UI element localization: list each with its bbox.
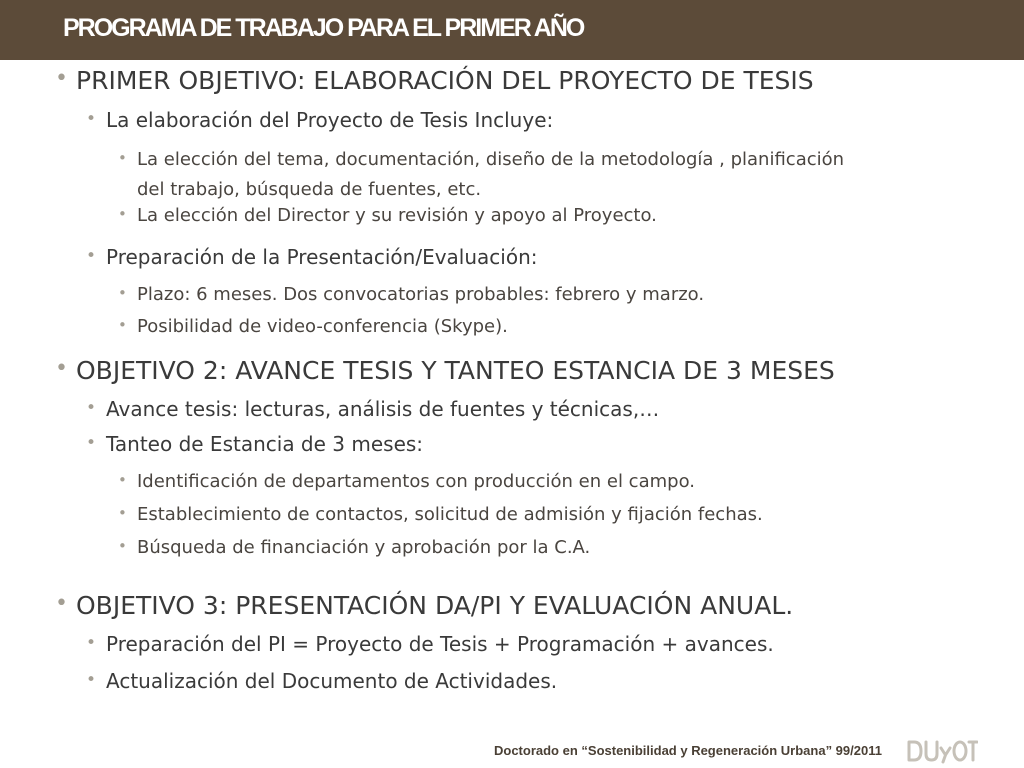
footer-caption: Doctorado en “Sostenibilidad y Regeneración Urbana” 99/2011 bbox=[494, 743, 882, 758]
item-text: Preparación de la Presentación/Evaluación: bbox=[106, 245, 538, 269]
objective-3-heading bbox=[55, 591, 794, 620]
bullet-icon: • bbox=[55, 66, 68, 91]
objective-2-heading bbox=[55, 356, 835, 385]
bullet-icon: • bbox=[118, 316, 127, 334]
bullet-icon: • bbox=[86, 398, 97, 418]
bullet-icon: • bbox=[86, 109, 97, 129]
bullet-icon: • bbox=[55, 591, 68, 616]
bullet-icon: • bbox=[118, 504, 127, 522]
item-text: Posibilidad de video-conferencia (Skype). bbox=[137, 316, 508, 337]
list-item bbox=[118, 316, 508, 337]
item-text: La elección del Director y su revisión y apoyo al Proyecto. bbox=[137, 205, 657, 226]
item-text: OBJETIVO 3: PRESENTACIÓN DA/PI Y EVALUACIÓN ANUAL. bbox=[76, 591, 794, 620]
bullet-icon: • bbox=[118, 284, 127, 302]
list-item bbox=[118, 471, 695, 492]
bullet-icon: • bbox=[118, 471, 127, 489]
list-item bbox=[86, 632, 774, 656]
item-text: Plazo: 6 meses. Dos convocatorias probables: febrero y marzo. bbox=[137, 284, 705, 305]
item-text: OBJETIVO 2: AVANCE TESIS Y TANTEO ESTANCIA DE 3 MESES bbox=[76, 356, 835, 385]
bullet-icon: • bbox=[55, 356, 68, 381]
objective-1-heading bbox=[55, 66, 814, 95]
bullet-icon: • bbox=[86, 633, 97, 653]
bullet-icon: • bbox=[118, 149, 127, 167]
bullet-icon: • bbox=[86, 670, 97, 690]
item-text: Actualización del Documento de Actividades. bbox=[106, 669, 558, 693]
list-item bbox=[86, 397, 660, 421]
bullet-icon: • bbox=[86, 433, 97, 453]
item-text: Búsqueda de financiación y aprobación por la C.A. bbox=[137, 537, 591, 558]
bullet-icon: • bbox=[118, 537, 127, 555]
slide-title: PROGRAMA DE TRABAJO PARA EL PRIMER AÑO bbox=[63, 14, 584, 42]
item-text: Establecimiento de contactos, solicitud de admisión y fijación fechas. bbox=[137, 504, 763, 525]
list-item bbox=[118, 205, 657, 226]
duyot-logo-icon bbox=[906, 738, 978, 764]
list-item bbox=[118, 537, 591, 558]
item-text: Identificación de departamentos con producción en el campo. bbox=[137, 471, 695, 492]
list-item bbox=[86, 245, 538, 269]
bullet-icon: • bbox=[86, 246, 97, 266]
list-item bbox=[86, 108, 554, 132]
list-item bbox=[86, 432, 424, 456]
item-text: del trabajo, búsqueda de fuentes, etc. bbox=[137, 179, 482, 200]
item-text: Preparación del PI = Proyecto de Tesis + Programación + avances. bbox=[106, 632, 774, 656]
item-text: La elección del tema, documentación, diseño de la metodología , planificación bbox=[137, 149, 845, 170]
list-item bbox=[118, 284, 705, 305]
list-item bbox=[86, 669, 558, 693]
item-text: Avance tesis: lecturas, análisis de fuentes y técnicas,… bbox=[106, 397, 660, 421]
list-item bbox=[118, 149, 845, 170]
bullet-icon: • bbox=[118, 205, 127, 223]
item-text: La elaboración del Proyecto de Tesis Incluye: bbox=[106, 108, 554, 132]
list-item bbox=[118, 504, 763, 525]
item-text: PRIMER OBJETIVO: ELABORACIÓN DEL PROYECTO DE TESIS bbox=[76, 66, 814, 95]
list-item-continuation bbox=[137, 179, 481, 200]
item-text: Tanteo de Estancia de 3 meses: bbox=[106, 432, 424, 456]
